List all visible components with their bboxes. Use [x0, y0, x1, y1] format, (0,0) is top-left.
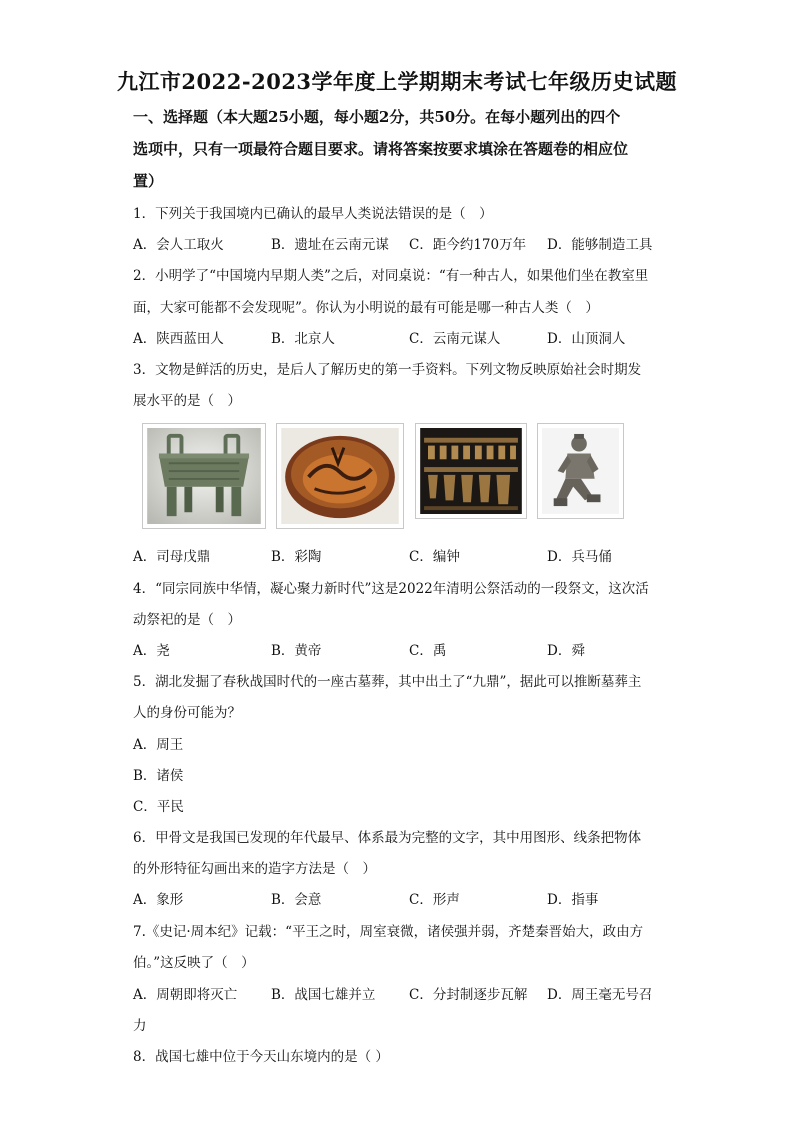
question-1-option-b[interactable]: B．遗址在云南元谋: [271, 237, 389, 253]
question-3-option-a[interactable]: A．司母戊鼎: [133, 549, 211, 565]
question-6-option-a[interactable]: A．象形: [133, 892, 184, 908]
bronze-ding-image: [142, 423, 266, 529]
question-5-stem-line-2: 人的身份可能为？: [133, 705, 241, 721]
question-3-option-b[interactable]: B．彩陶: [271, 549, 322, 565]
question-5-option-a[interactable]: A．周王: [133, 737, 184, 753]
question-2-option-d[interactable]: D．山顶洞人: [547, 331, 626, 347]
question-4-stem-line-1: 4．“同宗同族中华情，凝心聚力新时代”这是2022年清明公祭活动的一段祭文，这次活: [133, 581, 649, 597]
page-title: 九江市2022-2023学年度上学期期末考试七年级历史试题: [116, 69, 678, 94]
question-2-option-c[interactable]: C．云南元谋人: [409, 331, 501, 347]
question-7-option-a[interactable]: A．周朝即将灭亡: [133, 987, 238, 1003]
question-5-option-c[interactable]: C．平民: [133, 799, 184, 815]
bronze-ding-illustration: [147, 428, 261, 524]
question-8-stem: 8．战国七雄中位于今天山东境内的是（ ）: [133, 1049, 389, 1065]
question-6-stem-line-1: 6．甲骨文是我国已发现的年代最早、体系最为完整的文字，其中用图形、线条把物体: [133, 830, 642, 846]
question-3-option-c[interactable]: C．编钟: [409, 549, 460, 565]
question-6-option-d[interactable]: D．指事: [547, 892, 599, 908]
question-7-stem-line-1: 7.《史记·周本纪》记载：“平王之时，周室衰微，诸侯强并弱，齐楚秦晋始大，政由方: [133, 924, 644, 940]
question-4-option-b[interactable]: B．黄帝: [271, 643, 322, 659]
question-4-option-c[interactable]: C．禹: [409, 643, 447, 659]
painted-pottery-image: [276, 423, 404, 529]
terracotta-warrior-illustration: [542, 428, 619, 514]
question-5-stem-line-1: 5．湖北发掘了春秋战国时代的一座古墓葬，其中出土了“九鼎”，据此可以推断墓葬主: [133, 674, 642, 690]
question-4-option-a[interactable]: A．尧: [133, 643, 170, 659]
section-heading-line-1: 一、选择题（本大题25小题，每小题2分，共50分。在每小题列出的四个: [133, 108, 621, 126]
question-1-option-a[interactable]: A．会人工取火: [133, 237, 224, 253]
question-4-stem-line-2: 动祭祀的是（ ）: [133, 612, 241, 628]
question-3-stem-line-2: 展水平的是（ ）: [133, 393, 241, 409]
question-1-option-d[interactable]: D．能够制造工具: [547, 237, 653, 253]
terracotta-warrior-image: [537, 423, 624, 519]
question-1-stem: 1．下列关于我国境内已确认的最早人类说法错误的是（ ）: [133, 206, 493, 222]
question-2-stem-line-1: 2．小明学了“中国境内早期人类”之后，对同桌说：“有一种古人，如果他们坐在教室里: [133, 268, 649, 284]
question-6-option-c[interactable]: C．形声: [409, 892, 460, 908]
question-1-option-c[interactable]: C．距今约170万年: [409, 237, 527, 253]
question-6-stem-line-2: 的外形特征勾画出来的造字方法是（ ）: [133, 861, 376, 877]
chime-bells-image: [415, 423, 527, 519]
question-5-option-b[interactable]: B．诸侯: [133, 768, 184, 784]
chime-bells-illustration: [420, 428, 522, 514]
question-2-option-a[interactable]: A．陕西蓝田人: [133, 331, 224, 347]
question-2-option-b[interactable]: B．北京人: [271, 331, 335, 347]
question-7-stem-line-2: 伯。”这反映了（ ）: [133, 955, 255, 971]
question-2-stem-line-2: 面，大家可能都不会发现呢”。你认为小明说的最有可能是哪一种古人类（ ）: [133, 300, 599, 316]
section-heading-line-3: 置）: [133, 172, 164, 190]
question-3-option-d[interactable]: D．兵马俑: [547, 549, 612, 565]
question-6-option-b[interactable]: B．会意: [271, 892, 322, 908]
question-3-stem-line-1: 3．文物是鲜活的历史，是后人了解历史的第一手资料。下列文物反映原始社会时期发: [133, 362, 642, 378]
question-7-option-d-wrap: 力: [133, 1018, 147, 1034]
question-7-option-c[interactable]: C．分封制逐步瓦解: [409, 987, 528, 1003]
question-4-option-d[interactable]: D．舜: [547, 643, 585, 659]
question-7-option-d[interactable]: D．周王毫无号召: [547, 987, 653, 1003]
question-7-option-b[interactable]: B．战国七雄并立: [271, 987, 376, 1003]
question-3-artifact-images: [142, 423, 642, 529]
section-heading-line-2: 选项中，只有一项最符合题目要求。请将答案按要求填涂在答题卷的相应位: [133, 140, 629, 158]
painted-pottery-illustration: [281, 428, 399, 524]
